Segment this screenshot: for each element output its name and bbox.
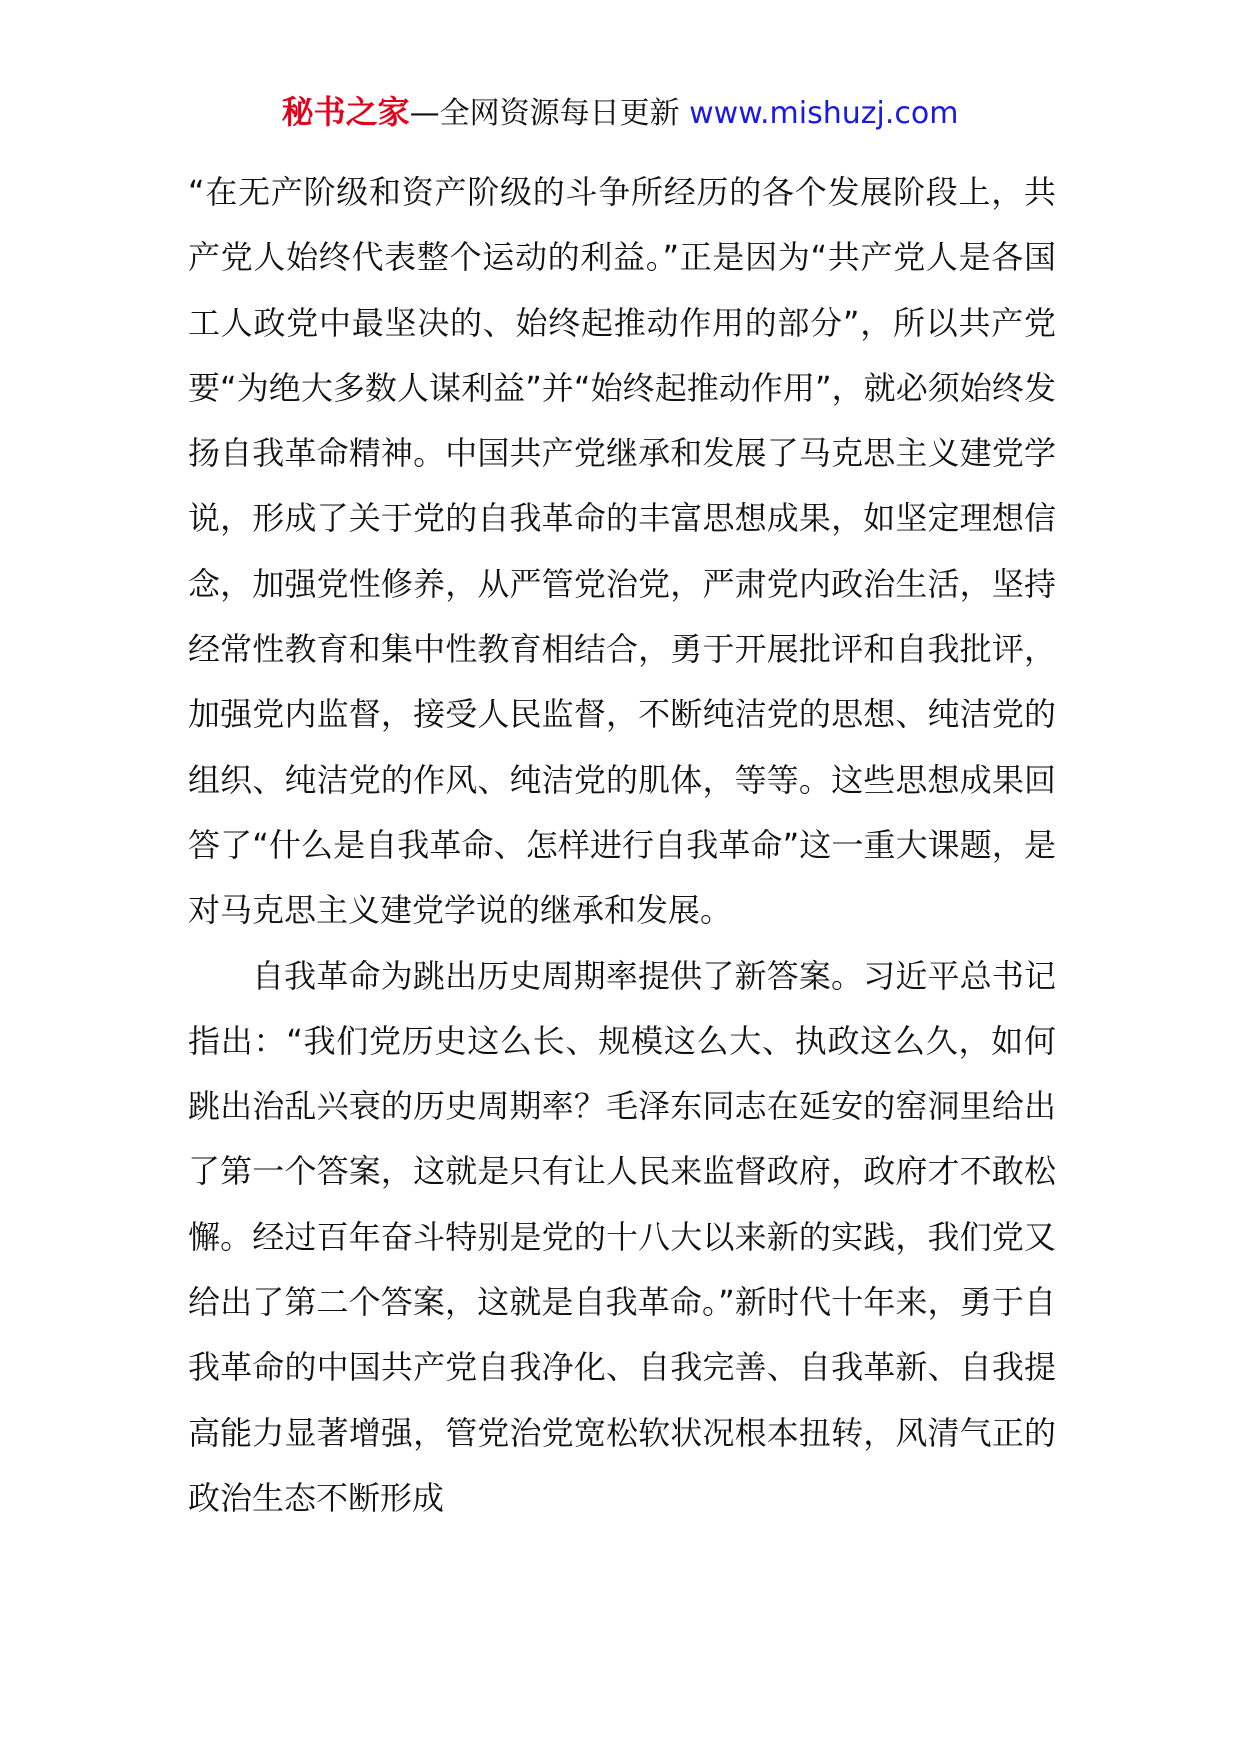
site-tagline: —全网资源每日更新 [409, 96, 690, 131]
site-name: 秘书之家 [281, 93, 410, 131]
paragraph-2: 自我革命为跳出历史周期率提供了新答案。习近平总书记指出：“我们党历史这么长、规模这么大、执政这么久，如何跳出治乱兴衰的历史周期率？毛泽东同志在延安的窑洞里给出了第一个答案，这就是只有让人民来监督政府，政府才不敢松懈。经过百年奋斗特别是党的十八大以来新的实践，我们党又给出了第二个答案，这就是自我革命。”新时代十年来，勇于自我革命的中国共产党自我净化、自我完善、自我革新、自我提高能力显著增强，管党治党宽松软状况根本扭转，风清气正的政治生态不断形成 [188, 956, 1056, 1517]
site-url-link[interactable]: www.mishuzj.com [689, 96, 959, 131]
document-body [188, 160, 1056, 1531]
page-header [0, 92, 1240, 134]
paragraph-1: “在无产阶级和资产阶级的斗争所经历的各个发展阶段上，共产党人始终代表整个运动的利益。”正是因为“共产党人是各国工人政党中最坚决的、始终起推动作用的部分”，所以共产党要“为绝大多数人谋利益”并“始终起推动作用”，就必须始终发扬自我革命精神。中国共产党继承和发展了马克思主义建党学说，形成了关于党的自我革命的丰富思想成果，如坚定理想信念，加强党性修养，从严管党治党，严肃党内政治生活，坚持经常性教育和集中性教育相结合，勇于开展批评和自我批评，加强党内监督，接受人民监督，不断纯洁党的思想、纯洁党的组织、纯洁党的作风、纯洁党的肌体，等等。这些思想成果回答了“什么是自我革命、怎样进行自我革命”这一重大课题，是对马克思主义建党学说的继承和发展。 [188, 173, 1056, 930]
